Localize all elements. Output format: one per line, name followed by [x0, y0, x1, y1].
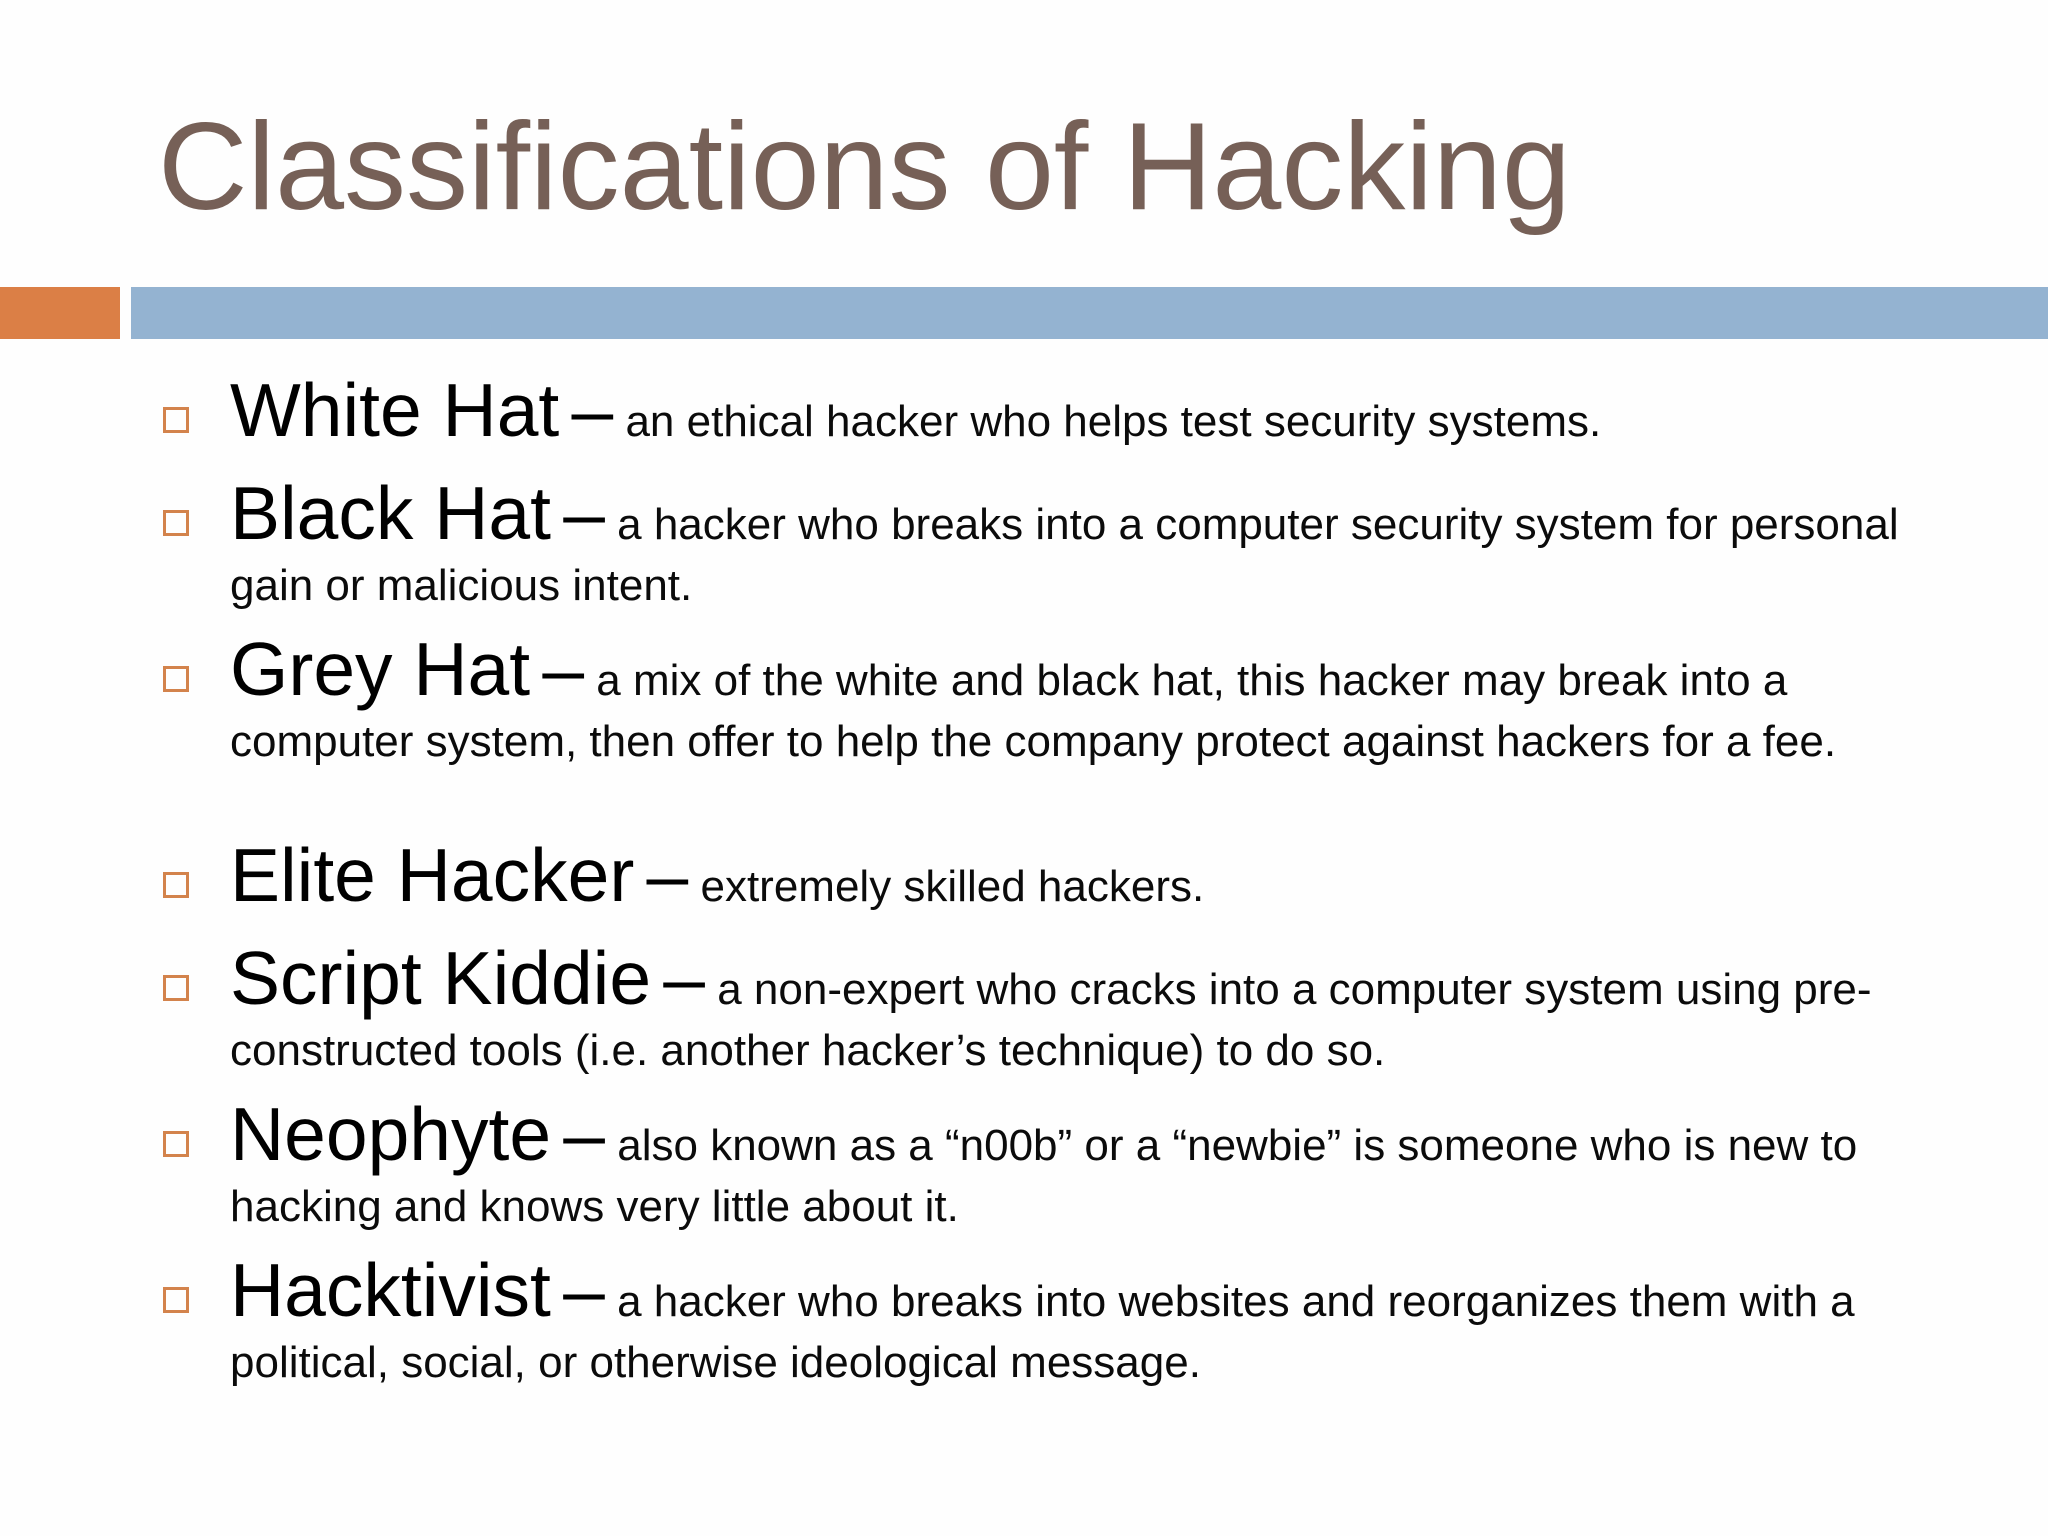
bullet-item-elite-hacker [230, 830, 1970, 920]
bullet-description: also known as a “n00b” or a “newbie” is someone who is new to hacking and knows very little about it. [230, 1121, 1858, 1231]
hollow-square-bullet-icon [163, 1131, 189, 1157]
bullet-term: Grey Hat [230, 627, 531, 711]
bullet-item-grey-hat [230, 624, 1970, 769]
bullet-text [230, 468, 1970, 613]
bullet-text [230, 1245, 1970, 1390]
hollow-square-bullet-icon [163, 872, 189, 898]
bullet-dash: – [571, 368, 614, 452]
accent-bar-blue [131, 287, 2048, 339]
bullet-text [230, 933, 1970, 1078]
bullet-item-script-kiddie [230, 933, 1970, 1078]
bullet-dash: – [563, 1248, 605, 1332]
bullet-term: Black Hat [230, 471, 551, 555]
bullet-description: an ethical hacker who helps test security systems. [625, 397, 1602, 446]
hollow-square-bullet-icon [163, 1287, 189, 1313]
bullet-item-hacktivist [230, 1245, 1970, 1390]
bullet-text [230, 624, 1970, 769]
bullet-term: Script Kiddie [230, 936, 652, 1020]
slide-title: Classifications of Hacking [158, 98, 1571, 236]
bullet-dash: – [563, 471, 605, 555]
bullet-term: Hacktivist [230, 1248, 551, 1332]
bullet-dash: – [663, 936, 705, 1020]
bullet-dash: – [542, 627, 585, 711]
bullet-text [230, 365, 1970, 455]
bullet-description: a non-expert who cracks into a computer system using pre-constructed tools (i.e. another hacker’s technique) to do so. [230, 965, 1872, 1075]
bullet-item-white-hat [230, 365, 1970, 455]
bullet-term: Elite Hacker [230, 833, 635, 917]
bullet-text [230, 1089, 1970, 1234]
bullet-description: extremely skilled hackers. [700, 862, 1205, 911]
hollow-square-bullet-icon [163, 975, 189, 1001]
bullet-term: Neophyte [230, 1092, 552, 1176]
bullet-item-black-hat [230, 468, 1970, 613]
hollow-square-bullet-icon [163, 407, 189, 433]
bullet-term: White Hat [230, 368, 560, 452]
bullet-dash: – [563, 1092, 606, 1176]
hollow-square-bullet-icon [163, 510, 189, 536]
bullet-description: a hacker who breaks into a computer security system for personal gain or malicious intent. [230, 500, 1899, 610]
bullet-description: a hacker who breaks into websites and reorganizes them with a political, social, or otherwise ideological message. [230, 1277, 1855, 1387]
bullet-description: a mix of the white and black hat, this hacker may break into a computer system, then offer to help the company protect against hackers for a fee. [230, 656, 1837, 766]
accent-block-orange [0, 287, 120, 339]
bullet-text [230, 830, 1970, 920]
bullet-dash: – [646, 833, 689, 917]
bullet-item-neophyte [230, 1089, 1970, 1234]
hollow-square-bullet-icon [163, 666, 189, 692]
